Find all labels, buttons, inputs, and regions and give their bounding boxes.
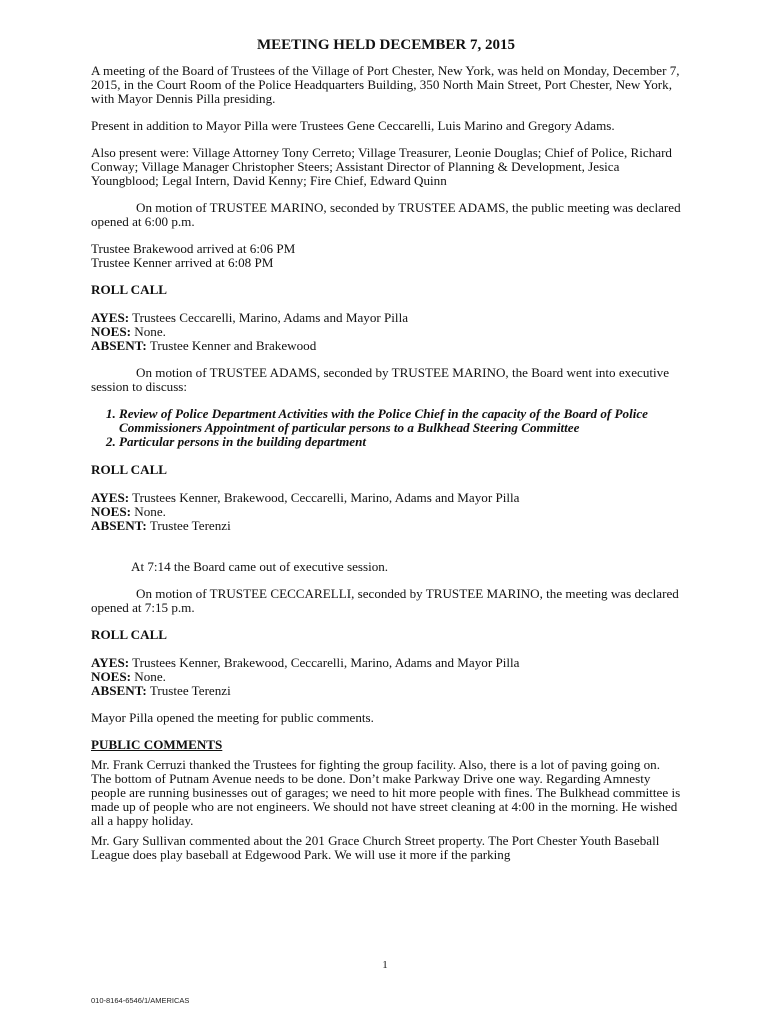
roll-call-ayes [91,311,681,325]
roll-call-2 [91,491,681,533]
intro-paragraph: A meeting of the Board of Trustees of the Village of Port Chester, New York, was held on Monday, December 7, 2015, in the Court Room of the Police Headquarters Building, 350 North Main Street, Port Chester, New York, with Mayor Dennis Pilla presiding. [91,63,680,106]
absent-value: Trustee Terenzi [146,683,231,698]
noes-label: NOES: [91,324,132,339]
spacer [91,546,681,560]
document-id-footer: 010-8164-6546/1/AMERICAS [91,996,190,1005]
roll-call-heading-1: ROLL CALL [91,282,168,297]
agenda-item: 1. Review of Police Department Activities with the Police Chief in the capacity of the Board of Police Commissioners Appointment of particular persons to a Bulkhead Steering Committee [119,407,681,435]
document-page [91,36,681,875]
arrival-kenner: Trustee Kenner arrived at 6:08 PM [91,255,274,270]
cerruzi-comment-paragraph: Mr. Frank Cerruzi thanked the Trustees for fighting the group facility. Also, there is a lot of paving going on. The bottom of Putnam Avenue needs to be done. Don’t make Parkway Drive one way. Regarding Amnesty people are running businesses out of garages; we need to hit more people with fines. The Bulkhead committee is made up of people who are not engineers. We should not have street cleaning at 4:00 in the morning. He wished all a happy holiday. [91,757,681,828]
roll-call-heading-2: ROLL CALL [91,462,168,477]
ayes-label: AYES: [91,310,130,325]
absent-label: ABSENT: [91,338,147,353]
ayes-value: Trustees Ceccarelli, Marino, Adams and Mayor Pilla [129,310,409,325]
roll-call-ayes [91,656,681,670]
noes-value: None. [131,669,166,684]
roll-call-absent [91,684,681,698]
absent-label: ABSENT: [91,683,147,698]
page-number: 1 [382,959,388,971]
noes-value: None. [131,504,166,519]
came-out-paragraph: At 7:14 the Board came out of executive session. [131,559,389,574]
public-comments-heading: PUBLIC COMMENTS [91,737,223,752]
also-present-paragraph: Also present were: Village Attorney Tony Cerreto; Village Treasurer, Leonie Douglas; Chief of Police, Richard Conway; Village Manager Christopher Steers; Assistant Director of Planning & Development, Jesica Youngblood; Legal Intern, David Kenny; Fire Chief, Edward Quinn [91,145,672,188]
roll-call-noes [91,505,681,519]
present-paragraph: Present in addition to Mayor Pilla were Trustees Gene Ceccarelli, Luis Marino and Gregory Adams. [91,118,615,133]
motion-reopen-paragraph: On motion of TRUSTEE CECCARELLI, seconded by TRUSTEE MARINO, the meeting was declared opened at 7:15 p.m. [91,586,679,615]
roll-call-ayes [91,491,681,505]
ayes-label: AYES: [91,655,130,670]
roll-call-noes [91,670,681,684]
roll-call-absent [91,339,681,353]
executive-session-agenda [91,407,681,449]
roll-call-3 [91,656,681,698]
document-title: MEETING HELD DECEMBER 7, 2015 [257,37,515,53]
agenda-item: 2. Particular persons in the building department [119,435,681,449]
ayes-value: Trustees Kenner, Brakewood, Ceccarelli, Marino, Adams and Mayor Pilla [129,655,520,670]
absent-label: ABSENT: [91,518,147,533]
ayes-value: Trustees Kenner, Brakewood, Ceccarelli, Marino, Adams and Mayor Pilla [129,490,520,505]
arrivals-paragraph [91,242,681,270]
absent-value: Trustee Kenner and Brakewood [146,338,317,353]
motion-exec-paragraph: On motion of TRUSTEE ADAMS, seconded by TRUSTEE MARINO, the Board went into executive session to discuss: [91,365,670,394]
roll-call-noes [91,325,681,339]
ayes-label: AYES: [91,490,130,505]
public-open-paragraph: Mayor Pilla opened the meeting for public comments. [91,710,374,725]
roll-call-absent [91,519,681,533]
roll-call-1 [91,311,681,353]
noes-label: NOES: [91,504,132,519]
motion-open-paragraph: On motion of TRUSTEE MARINO, seconded by TRUSTEE ADAMS, the public meeting was declared opened at 6:00 p.m. [91,200,681,229]
arrival-brakewood: Trustee Brakewood arrived at 6:06 PM [91,241,296,256]
sullivan-comment-paragraph: Mr. Gary Sullivan commented about the 201 Grace Church Street property. The Port Chester Youth Baseball League does play baseball at Edgewood Park. We will use it more if the parking [91,833,660,862]
absent-value: Trustee Terenzi [146,518,231,533]
roll-call-heading-3: ROLL CALL [91,627,168,642]
noes-label: NOES: [91,669,132,684]
noes-value: None. [131,324,166,339]
